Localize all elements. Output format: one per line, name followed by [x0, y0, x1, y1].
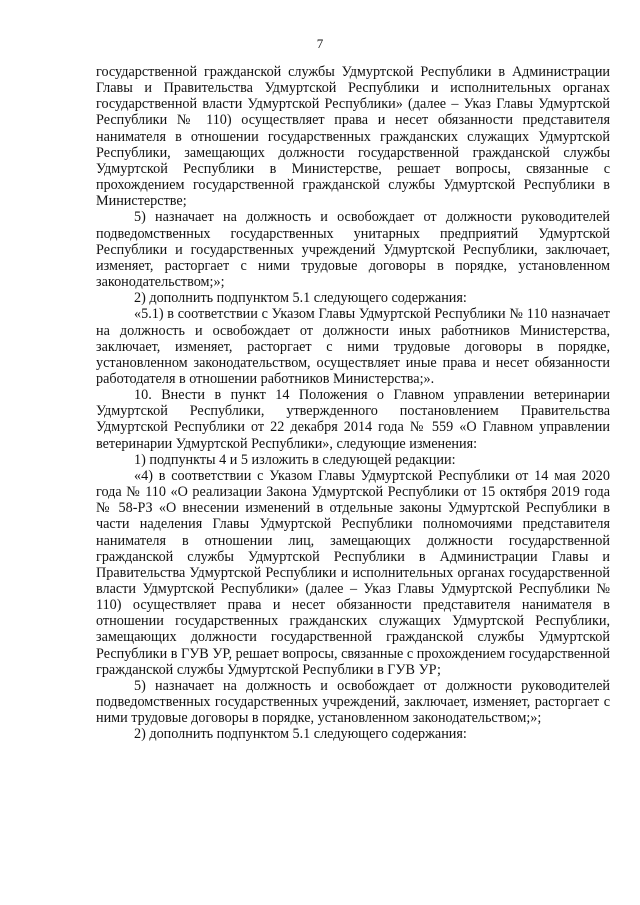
paragraph-2: 5) назначает на должность и освобождает от должности руководителей подведомственных государственных унитарных предприятий Удмуртской Республики и государственных учреждений Удмуртской Республики, заключает, изменяет, расторгает с ними трудовые договоры в порядке, установленном законодательством;»;: [96, 209, 610, 291]
paragraph-9: 2) дополнить подпунктом 5.1 следующего содержания:: [134, 726, 467, 743]
document-body: [96, 64, 610, 743]
paragraph-5: 10. Внести в пункт 14 Положения о Главном управлении ветеринарии Удмуртской Республики, утвержденного постановлением Правительства Удмуртской Республики от 22 декабря 2014 года № 559 «О Главном управлении ветеринарии Удмуртской Республики», следующие изменения:: [96, 387, 610, 452]
paragraph-8: 5) назначает на должность и освобождает от должности руководителей подведомственных государственных учреждений, заключает, изменяет, расторгает с ними трудовые договоры в порядке, установленном законодательством;»;: [96, 677, 610, 727]
paragraph-1: государственной гражданской службы Удмуртской Республики в Администрации Главы и Правительства Удмуртской Республики и исполнительных органах государственной власти Удмуртской Республики» (далее – Указ Главы Удмуртской Республики № 110) осуществляет права и несет обязанности представителя нанимателя в отношении государственных гражданских служащих Удмуртской Республики, замещающих должности государственной гражданской службы Удмуртской Республики в Министерстве, решает вопросы, связанные с прохождением государственной гражданской службы Удмуртской Республики в Министерстве;: [96, 64, 610, 210]
paragraph-3: 2) дополнить подпунктом 5.1 следующего содержания:: [134, 290, 467, 307]
paragraph-7: «4) в соответствии с Указом Главы Удмуртской Республики от 14 мая 2020 года № 110 «О реализации Закона Удмуртской Республики от 15 октября 2019 года № 58-РЗ «О внесении изменений в отдельные законы Удмуртской Республики в части наделения Главы Удмуртской Республики полномочиями представителя нанимателя в отношении лиц, замещающих должности государственной гражданской службы Удмуртской Республики в Администрации Главы и Правительства Удмуртской Республики и исполнительных органах государственной власти Удмуртской Республики» (далее – Указ Главы Удмуртской Республики № 110) осуществляет права и несет обязанности представителя нанимателя в отношении государственных гражданских служащих Удмуртской Республики, замещающих должности государственной гражданской службы Удмуртской Республики в ГУВ УР, решает вопросы, связанные с прохождением государственной гражданской службы Удмуртской Республики в ГУВ УР;: [96, 467, 610, 678]
page-number: 7: [316, 36, 324, 51]
paragraph-6: 1) подпункты 4 и 5 изложить в следующей редакции:: [134, 451, 456, 468]
paragraph-4: «5.1) в соответствии с Указом Главы Удмуртской Республики № 110 назначает на должность и освобождает от должности иных работников Министерства, заключает, изменяет, расторгает с ними трудовые договоры в порядке, установленном законодательством, осуществляет иные права и несет обязанности работодателя в отношении работников Министерства;».: [96, 306, 610, 387]
